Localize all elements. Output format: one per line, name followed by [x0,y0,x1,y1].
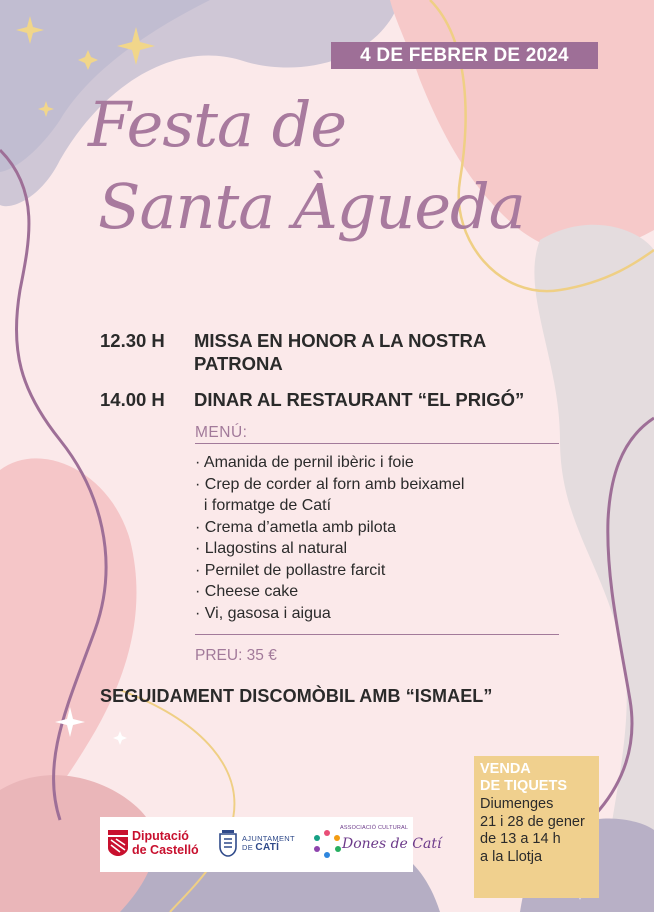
ajuntament-line-2: DE [242,843,254,852]
ajuntament-line-3: CATÍ [255,842,280,853]
menu-bottom-divider [195,634,559,635]
event-date-badge: 4 DE FEBRER DE 2024 [331,42,598,69]
ticket-sales-box [474,756,599,898]
menu-label: MENÚ: [195,424,248,441]
menu-item: · Amanida de pernil ibèric i foie [195,454,414,471]
ticket-info-line: de 13 a 14 h [480,831,561,847]
ajuntament-text [242,834,295,852]
event-title [88,84,588,248]
schedule-time: 14.00 H [100,389,165,410]
ticket-info [480,796,593,866]
menu-item: · Vi, gasosa i aigua [195,604,331,622]
diputacio-line-2: de Castelló [132,843,199,857]
diputacio-logo [108,817,212,872]
town-shield-icon [218,827,238,857]
ticket-info-line: 21 i 28 de gener [480,813,585,830]
schedule-item-lunch [100,388,560,411]
menu-top-divider [195,443,559,444]
ticket-title-line-1: VENDA [480,761,531,777]
people-circle-icon [312,829,342,859]
schedule-item-mass [100,329,560,375]
association-subtitle: ASSOCIACIÓ CULTURAL [340,825,409,831]
menu-item: · Llagostins al natural [195,540,348,557]
menu-price: PREU: 35 € [195,647,277,664]
schedule-time: 12.30 H [100,330,165,351]
menu-item: · Cheese cake [195,583,299,600]
ajuntament-line-2-wrap [242,843,295,852]
schedule-activity: MISSA EN HONOR A LA NOSTRA PATRONA [194,330,486,374]
after-party-note: SEGUIDAMENT DISCOMÒBIL AMB “ISMAEL” [100,686,493,706]
sponsor-logos-bar [100,817,442,872]
menu-list [195,452,464,624]
ticket-info-line: a la Llotja [480,848,543,865]
diputacio-text [132,829,199,857]
title-line-1: Festa de [88,88,347,161]
ticket-info-line: Diumenges [480,796,554,812]
ajuntament-logo [218,817,300,872]
menu-item: · Crema d’ametla amb pilota [195,518,396,536]
diputacio-emblem-icon [108,830,128,856]
menu-item: i formatge de Catí [195,497,332,514]
menu-item: · Crep de corder al forn amb beixamel [195,475,465,493]
title-line-2: Santa Àgueda [98,170,525,243]
schedule-activity: DINAR AL RESTAURANT “EL PRIGÓ” [194,389,525,410]
menu-item: · Pernilet de pollastre farcit [195,561,386,579]
ticket-title-line-2: DE TIQUETS [480,778,568,794]
association-name: Dones de Catí [342,836,442,852]
dones-de-cati-logo [312,817,442,872]
ajuntament-line-1: AJUNTAMENT [242,834,295,843]
diputacio-line-1: Diputació [132,829,189,843]
